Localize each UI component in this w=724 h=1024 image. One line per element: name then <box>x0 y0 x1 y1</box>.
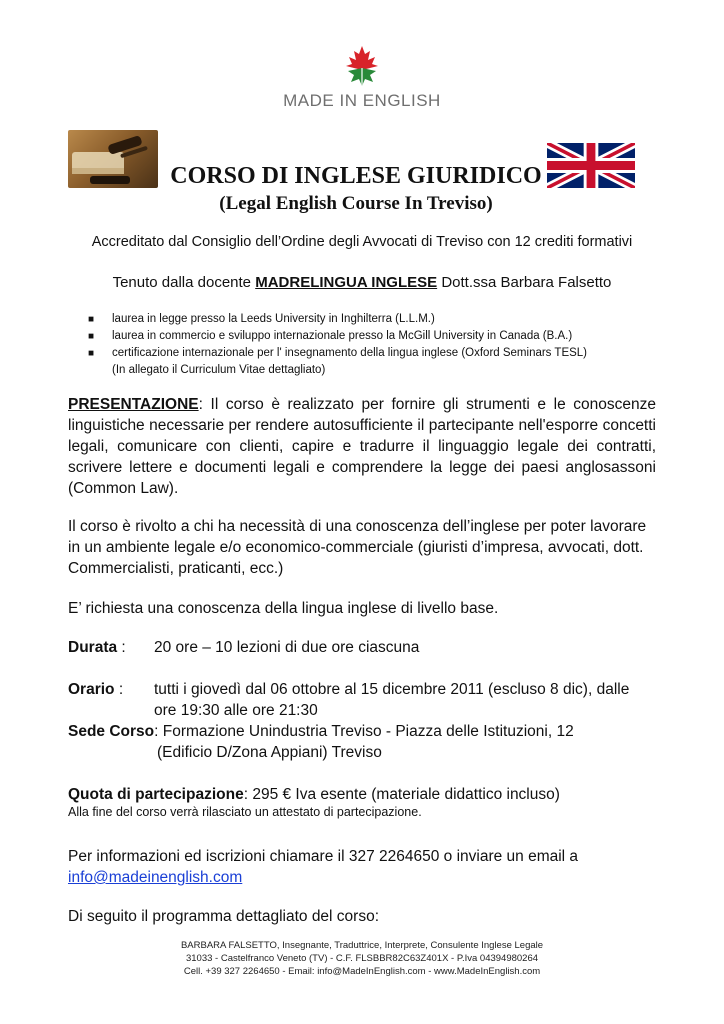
schedule-sep: : <box>114 681 124 698</box>
duration-sep: : <box>117 639 126 656</box>
presentation-text: : Il corso è realizzato per fornire gli strumenti e le conoscenze linguistiche necessarie per rendere autosufficiente il partecipante nell'esporre concetti legali, comunicare con clienti, capire e tradurre il linguaggio legale dei contratti, scrivere lettere e documenti legali e comprendere la legge dei paesi anglosassoni (Common Law). <box>68 396 656 497</box>
page-title: CORSO DI INGLESE GIURIDICO <box>170 163 542 189</box>
venue-sep: : <box>154 723 159 740</box>
schedule-value-1: tutti i giovedì dal 06 ottobre al 15 dicembre 2011 (escluso 8 dic), dalle <box>154 681 630 698</box>
venue-row <box>68 721 668 763</box>
list-item <box>88 345 587 362</box>
list-item <box>88 311 587 328</box>
teacher-highlight: MADRELINGUA INGLESE <box>255 274 438 291</box>
credential-text: laurea in commercio e sviluppo internazionale presso la McGill University in Canada (B.A.) <box>112 330 573 342</box>
program-intro: Di seguito il programma dettagliato del corso: <box>68 908 380 925</box>
footer-line: Cell. +39 327 2264650 - Email: info@MadeInEnglish.com - www.MadeInEnglish.com <box>183 966 541 977</box>
teacher-suffix: Dott.ssa Barbara Falsetto <box>437 274 612 291</box>
schedule-value-2: ore 19:30 alle ore 21:30 <box>154 702 318 719</box>
gavel-law-book-image <box>68 130 158 188</box>
fee-value: 295 € Iva esente (materiale didattico incluso) <box>248 786 560 803</box>
page-subtitle: (Legal English Course In Treviso) <box>219 193 493 214</box>
venue-label: Sede Corso <box>68 723 155 740</box>
bullet-icon: ■ <box>88 348 95 359</box>
credential-text: certificazione internazionale per l' insegnamento della lingua inglese (Oxford Seminars TESL) <box>112 347 588 359</box>
duration-row <box>68 637 668 658</box>
accreditation-text: Accreditato dal Consiglio dell’Ordine degli Avvocati di Treviso con 12 crediti formativi <box>91 234 633 250</box>
bullet-icon: ■ <box>88 314 95 325</box>
certificate-note: Alla fine del corso verrà rilasciato un attestato di partecipazione. <box>68 805 422 819</box>
schedule-label: Orario <box>68 681 115 698</box>
contact-paragraph <box>68 846 668 888</box>
brand-name: MADE IN ENGLISH <box>283 91 441 110</box>
footer-line: 31033 - Castelfranco Veneto (TV) - C.F. FLSBBR82C63Z401X - P.Iva 04394980264 <box>185 953 539 964</box>
audience-paragraph: Il corso è rivolto a chi ha necessità di una conoscenza dell’inglese per poter lavorare in un ambiente legale e/o economico-commerciale (giuristi d’impresa, avvocati, dott. Commercialisti, praticanti, ecc.) <box>68 518 647 577</box>
venue-value-2: (Edificio D/Zona Appiani) Treviso <box>157 744 382 761</box>
credential-text: laurea in legge presso la Leeds University in Inghilterra (L.L.M.) <box>112 313 435 325</box>
requirement-paragraph: E’ richiesta una conoscenza della lingua inglese di livello base. <box>68 600 499 617</box>
credentials-note: (In allegato il Curriculum Vitae dettagliato) <box>112 364 326 376</box>
presentation-label: PRESENTAZIONE <box>68 396 199 413</box>
list-item <box>88 328 587 345</box>
presentation-paragraph <box>68 394 656 499</box>
fee-label: Quota di partecipazione <box>68 786 244 803</box>
schedule-row <box>68 679 668 721</box>
teacher-line <box>40 274 684 291</box>
duration-value: 20 ore – 10 lezioni di due ore ciascuna <box>154 639 420 656</box>
union-jack-flag-icon <box>547 143 635 188</box>
email-link[interactable]: info@madeinenglish.com <box>68 869 243 886</box>
venue-value-1: Formazione Unindustria Treviso - Piazza delle Istituzioni, 12 <box>158 723 574 740</box>
bullet-icon: ■ <box>88 331 95 342</box>
maple-leaf-icon <box>340 44 384 88</box>
fee-sep: : <box>243 786 249 803</box>
contact-text: Per informazioni ed iscrizioni chiamare il 327 2264650 o inviare un email a <box>68 848 579 865</box>
fee-row <box>68 784 668 805</box>
teacher-prefix: Tenuto dalla docente <box>112 274 256 291</box>
footer-line: BARBARA FALSETTO, Insegnante, Traduttrice, Interprete, Consulente Inglese Legale <box>180 940 544 951</box>
duration-label: Durata <box>68 639 118 656</box>
credentials-list <box>88 311 587 379</box>
